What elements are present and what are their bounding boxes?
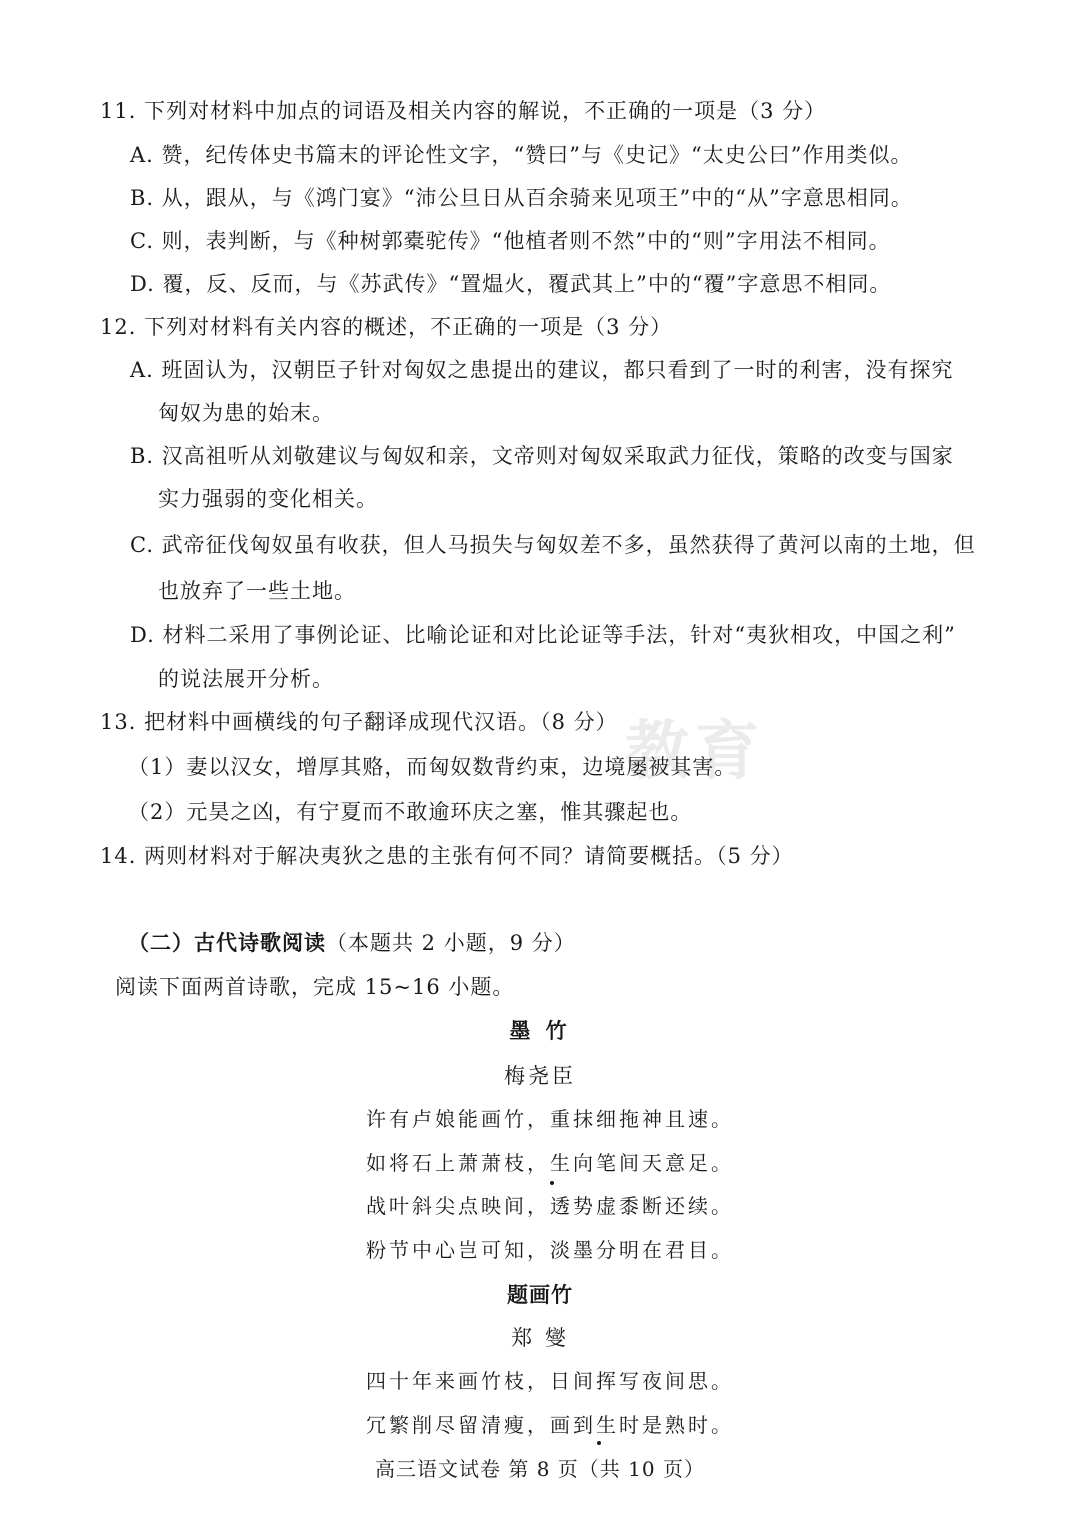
poem1-line-1: 许有卢娘能画竹，重抹细拖神且速。: [366, 1107, 734, 1131]
q11-stem: 11. 下列对材料中加点的词语及相关内容的解说，不正确的一项是（3 分）: [100, 99, 827, 123]
q11-option-b: B. 从，跟从，与《鸿门宴》“沛公旦日从百余骑来见项王”中的“从”字意思相同。: [130, 186, 913, 210]
poem2-line-1: 四十年来画竹枝，日间挥写夜间思。: [366, 1369, 734, 1393]
q12-option-a-line1: A. 班固认为，汉朝臣子针对匈奴之患提出的建议，都只看到了一时的利害，没有探究: [130, 358, 954, 382]
section2-heading: [128, 928, 576, 958]
emphasis-dot: [550, 1181, 554, 1185]
poem1-line-4: 粉节中心岂可知，淡墨分明在君目。: [366, 1238, 734, 1262]
q12-option-c-line1: C. 武帝征伐匈奴虽有收获，但人马损失与匈奴差不多，虽然获得了黄河以南的土地，但: [130, 533, 976, 557]
poem2-line-2: 冗繁削尽留清瘦，画到生时是熟时。: [366, 1413, 734, 1437]
q12-option-b-line2: 实力强弱的变化相关。: [158, 487, 378, 511]
q13-sentence-1: （1）妻以汉女，增厚其赂，而匈奴数背约束，边境屡被其害。: [128, 755, 737, 779]
q12-stem: 12. 下列对材料有关内容的概述，不正确的一项是（3 分）: [100, 315, 673, 339]
poem2-title: 题画竹: [507, 1282, 573, 1307]
q12-option-a-line2: 匈奴为患的始末。: [158, 401, 334, 425]
q11-option-a: A. 赞，纪传体史书篇末的评论性文字，“赞曰”与《史记》“太史公曰”作用类似。: [130, 143, 913, 167]
poem1-author: 梅尧臣: [504, 1064, 576, 1088]
section2-heading-note: （本题共 2 小题，9 分）: [326, 931, 576, 955]
watermark: 教育: [625, 715, 765, 789]
q13-stem: 13. 把材料中画横线的句子翻译成现代汉语。（8 分）: [100, 710, 618, 734]
q12-option-c-line2: 也放弃了一些土地。: [158, 579, 356, 603]
q12-option-d-line2: 的说法展开分析。: [158, 667, 334, 691]
q14-stem: 14. 两则材料对于解决夷狄之患的主张有何不同？请简要概括。（5 分）: [100, 844, 794, 868]
q11-option-c: C. 则，表判断，与《种树郭橐驼传》“他植者则不然”中的“则”字用法不相同。: [130, 229, 891, 253]
emphasis-dot: [597, 1441, 601, 1445]
q13-sentence-2: （2）元昊之凶，有宁夏而不敢逾环庆之塞，惟其骤起也。: [128, 800, 693, 824]
q11-option-d: D. 覆，反、反而，与《苏武传》“置煴火，覆武其上”中的“覆”字意思不相同。: [130, 272, 892, 296]
poem1-line-2: 如将石上萧萧枝，生向笔间天意足。: [366, 1151, 734, 1175]
q12-option-b-line1: B. 汉高祖听从刘敬建议与匈奴和亲，文帝则对匈奴采取武力征伐，策略的改变与国家: [130, 444, 954, 468]
q12-option-d-line1: D. 材料二采用了事例论证、比喻论证和对比论证等手法，针对“夷狄相攻，中国之利”: [130, 623, 956, 647]
poem2-author: 郑 燮: [511, 1326, 569, 1350]
poem1-title: 墨 竹: [509, 1018, 571, 1043]
poem1-line-3: 战叶斜尖点映间，透势虚黍断还续。: [366, 1194, 734, 1218]
section2-instruction: 阅读下面两首诗歌，完成 15~16 小题。: [115, 975, 515, 999]
page-footer: 高三语文试卷 第 8 页（共 10 页）: [375, 1457, 705, 1481]
section2-heading-title: （二）古代诗歌阅读: [128, 930, 326, 955]
